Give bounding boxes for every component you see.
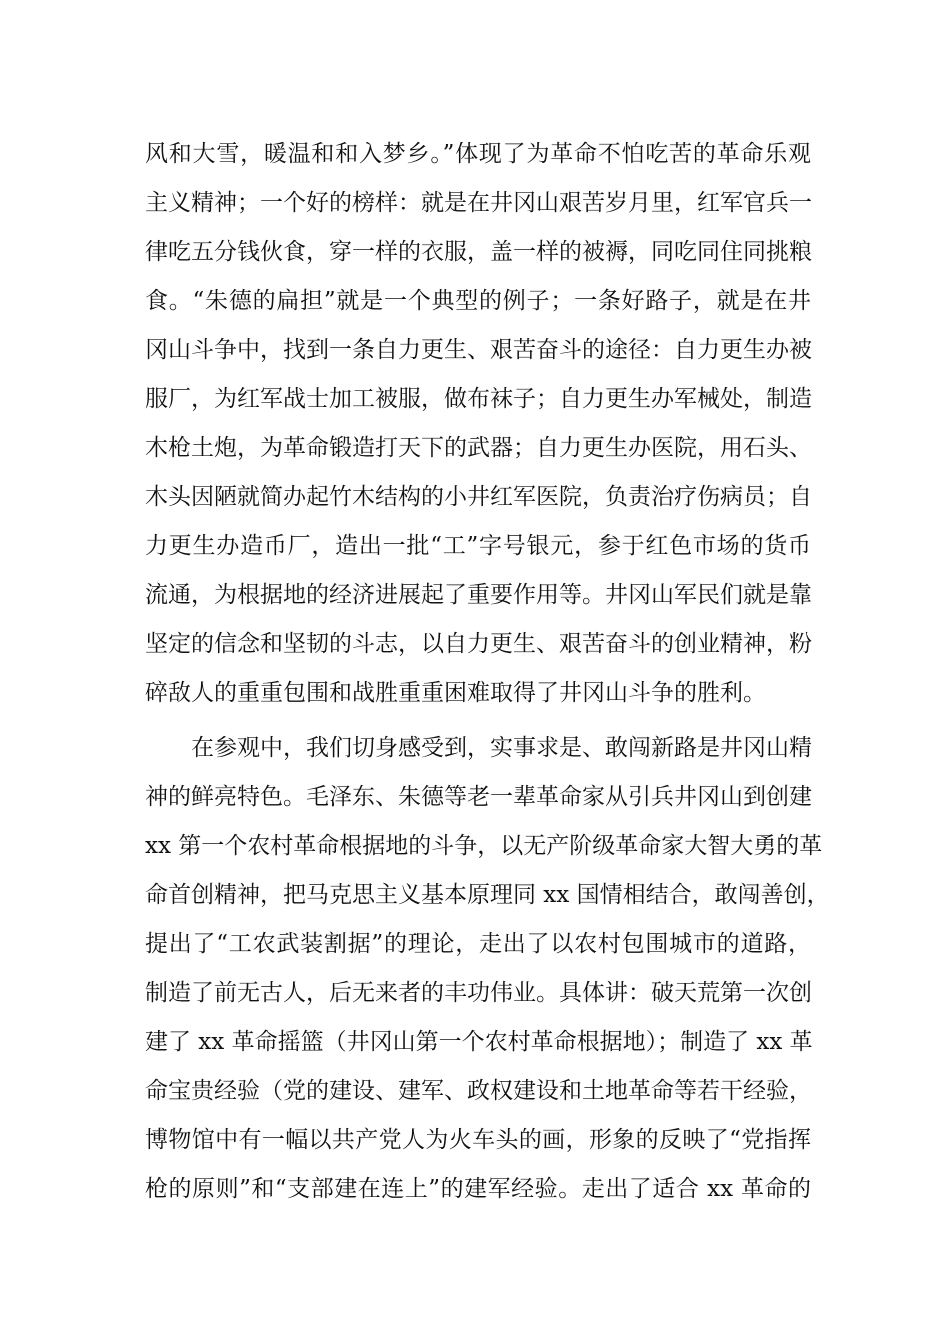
text-line: 制造了前无古人，后无来者的丰功伟业。具体讲：破天荒第一次创 — [145, 980, 812, 1006]
text-line: 律吃五分钱伙食，穿一样的衣服，盖一样的被褥，同吃同住同挑粮 — [145, 239, 812, 265]
text-line: 坚定的信念和坚韧的斗志，以自力更生、艰苦奋斗的创业精神，粉 — [145, 631, 812, 657]
text-line: 神的鲜亮特色。毛泽东、朱德等老一辈革命家从引兵井冈山到创建 — [145, 784, 812, 810]
text-line: 枪的原则”和“支部建在连上”的建军经验。走出了适合 xx 革命的 — [145, 1176, 811, 1202]
text-line: 力更生办造币厂，造出一批“工”字号银元，参于红色市场的货币 — [145, 533, 811, 559]
text-line: 风和大雪，暖温和和入梦乡。”体现了为革命不怕吃苦的革命乐观 — [145, 141, 811, 167]
text-line: 建了 xx 革命摇篮（井冈山第一个农村革命根据地）；制造了 xx 革 — [145, 1029, 813, 1055]
text-line: 在参观中，我们切身感受到，实事求是、敢闯新路是井冈山精 — [191, 735, 812, 761]
text-line: 食。“朱德的扁担”就是一个典型的例子；一条好路子，就是在井 — [145, 288, 811, 314]
text-line: 提出了“工农武装割据”的理论，走出了以农村包围城市的道路， — [145, 931, 811, 957]
text-line: 博物馆中有一幅以共产党人为火车头的画，形象的反映了“党指挥 — [145, 1127, 811, 1153]
text-line: 命首创精神，把马克思主义基本原理同 xx 国情相结合，敢闯善创， — [145, 882, 830, 908]
text-line: xx 第一个农村革命根据地的斗争，以无产阶级革命家大智大勇的革 — [145, 833, 823, 859]
text-line: 服厂，为红军战士加工被服，做布袜子；自力更生办军械处，制造 — [145, 386, 812, 412]
text-line: 木头因陋就简办起竹木结构的小井红军医院，负责治疗伤病员；自 — [145, 484, 812, 510]
text-line: 命宝贵经验（党的建设、建军、政权建设和土地革命等若干经验， — [145, 1078, 812, 1104]
text-line: 碎敌人的重重包围和战胜重重困难取得了井冈山斗争的胜利。 — [145, 680, 766, 706]
text-line: 冈山斗争中，找到一条自力更生、艰苦奋斗的途径：自力更生办被 — [145, 337, 812, 363]
text-line: 主义精神；一个好的榜样：就是在井冈山艰苦岁月里，红军官兵一 — [145, 190, 812, 216]
text-line: 木枪土炮，为革命锻造打天下的武器；自力更生办医院，用石头、 — [145, 435, 812, 461]
text-line: 流通，为根据地的经济进展起了重要作用等。井冈山军民们就是靠 — [145, 582, 812, 608]
